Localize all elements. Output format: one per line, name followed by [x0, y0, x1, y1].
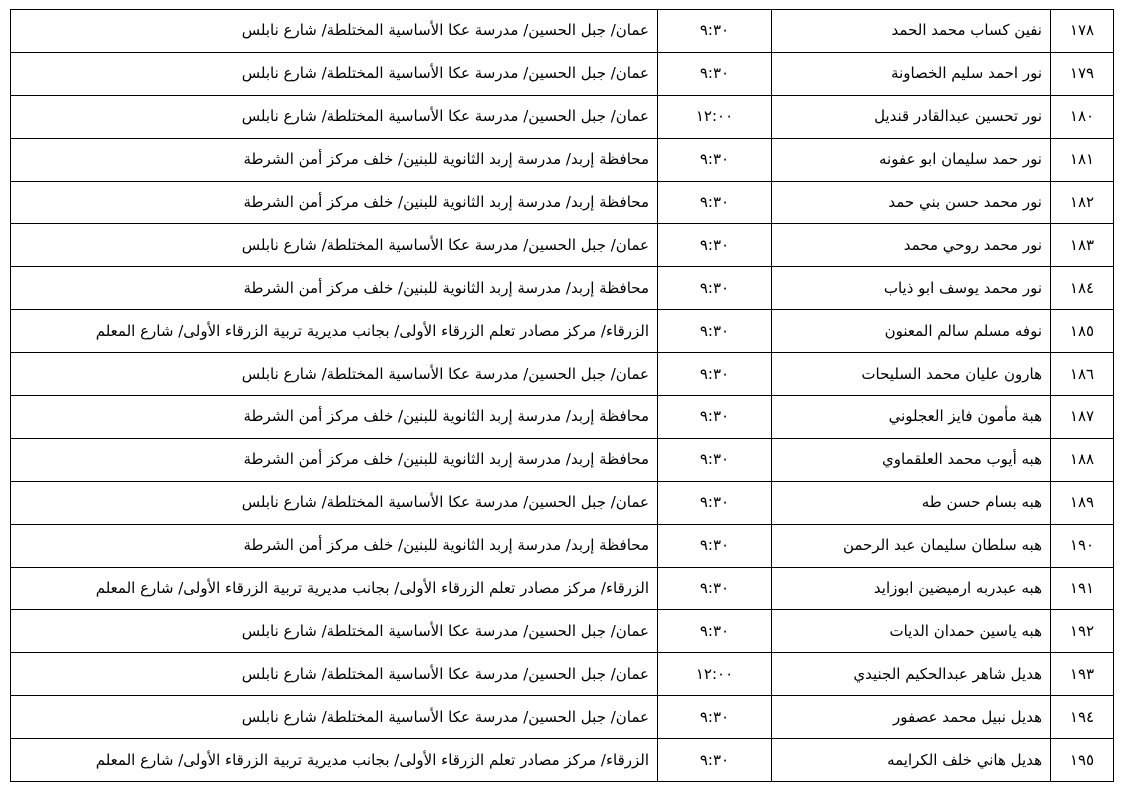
exam-time: ٩:٣٠ — [658, 481, 772, 524]
candidate-name: هديل شاهر عبدالحكيم الجنيدي — [772, 653, 1051, 696]
exam-location: محافظة إربد/ مدرسة إربد الثانوية للبنين/ خلف مركز أمن الشرطة — [11, 438, 658, 481]
table-row — [11, 95, 1114, 138]
row-number: ١٩٠ — [1051, 524, 1114, 567]
candidate-name: هارون عليان محمد السليحات — [772, 353, 1051, 396]
exam-time: ٩:٣٠ — [658, 739, 772, 782]
exam-location: عمان/ جبل الحسين/ مدرسة عكا الأساسية المختلطة/ شارع نابلس — [11, 52, 658, 95]
candidate-name: هبه ياسين حمدان الديات — [772, 610, 1051, 653]
exam-location: عمان/ جبل الحسين/ مدرسة عكا الأساسية المختلطة/ شارع نابلس — [11, 481, 658, 524]
table-row — [11, 567, 1114, 610]
row-number: ١٨٣ — [1051, 224, 1114, 267]
table-row — [11, 224, 1114, 267]
exam-time: ٩:٣٠ — [658, 10, 772, 53]
row-number: ١٩٣ — [1051, 653, 1114, 696]
candidate-name: هبه أيوب محمد العلقماوي — [772, 438, 1051, 481]
exam-time: ٩:٣٠ — [658, 267, 772, 310]
exam-time: ٩:٣٠ — [658, 567, 772, 610]
candidate-name: نور محمد روحي محمد — [772, 224, 1051, 267]
exam-location: الزرقاء/ مركز مصادر تعلم الزرقاء الأولى/ بجانب مديرية تربية الزرقاء الأولى/ شارع المعلم — [11, 739, 658, 782]
candidate-name: نوفه مسلم سالم المعنون — [772, 310, 1051, 353]
candidate-name: نفين كساب محمد الحمد — [772, 10, 1051, 53]
row-number: ١٩٤ — [1051, 696, 1114, 739]
row-number: ١٨١ — [1051, 138, 1114, 181]
exam-time: ٩:٣٠ — [658, 353, 772, 396]
exam-time: ٩:٣٠ — [658, 524, 772, 567]
row-number: ١٩٢ — [1051, 610, 1114, 653]
table-row — [11, 267, 1114, 310]
row-number: ١٨٧ — [1051, 396, 1114, 439]
exam-time: ٩:٣٠ — [658, 396, 772, 439]
row-number: ١٩٥ — [1051, 739, 1114, 782]
exam-time: ١٢:٠٠ — [658, 653, 772, 696]
table-row — [11, 396, 1114, 439]
candidate-name: هبه عبدربه ارميضين ابوزايد — [772, 567, 1051, 610]
row-number: ١٨٩ — [1051, 481, 1114, 524]
exam-time: ٩:٣٠ — [658, 438, 772, 481]
exam-time: ٩:٣٠ — [658, 138, 772, 181]
exam-time: ٩:٣٠ — [658, 181, 772, 224]
exam-time: ٩:٣٠ — [658, 224, 772, 267]
exam-location: محافظة إربد/ مدرسة إربد الثانوية للبنين/ خلف مركز أمن الشرطة — [11, 524, 658, 567]
candidate-table-body — [11, 10, 1114, 782]
exam-location: عمان/ جبل الحسين/ مدرسة عكا الأساسية المختلطة/ شارع نابلس — [11, 653, 658, 696]
exam-time: ٩:٣٠ — [658, 696, 772, 739]
exam-location: عمان/ جبل الحسين/ مدرسة عكا الأساسية المختلطة/ شارع نابلس — [11, 224, 658, 267]
exam-location: محافظة إربد/ مدرسة إربد الثانوية للبنين/ خلف مركز أمن الشرطة — [11, 396, 658, 439]
candidate-name: نور محمد يوسف ابو ذياب — [772, 267, 1051, 310]
exam-location: محافظة إربد/ مدرسة إربد الثانوية للبنين/ خلف مركز أمن الشرطة — [11, 267, 658, 310]
table-row — [11, 181, 1114, 224]
exam-location: عمان/ جبل الحسين/ مدرسة عكا الأساسية المختلطة/ شارع نابلس — [11, 353, 658, 396]
candidate-name: نور محمد حسن بني حمد — [772, 181, 1051, 224]
candidate-name: نور حمد سليمان ابو عفونه — [772, 138, 1051, 181]
table-row — [11, 52, 1114, 95]
row-number: ١٨٨ — [1051, 438, 1114, 481]
table-row — [11, 481, 1114, 524]
row-number: ١٩١ — [1051, 567, 1114, 610]
table-row — [11, 310, 1114, 353]
exam-location: الزرقاء/ مركز مصادر تعلم الزرقاء الأولى/ بجانب مديرية تربية الزرقاء الأولى/ شارع المعلم — [11, 567, 658, 610]
table-row — [11, 739, 1114, 782]
exam-time: ٩:٣٠ — [658, 52, 772, 95]
table-row — [11, 610, 1114, 653]
exam-location: محافظة إربد/ مدرسة إربد الثانوية للبنين/ خلف مركز أمن الشرطة — [11, 138, 658, 181]
exam-location: عمان/ جبل الحسين/ مدرسة عكا الأساسية المختلطة/ شارع نابلس — [11, 10, 658, 53]
exam-location: عمان/ جبل الحسين/ مدرسة عكا الأساسية المختلطة/ شارع نابلس — [11, 95, 658, 138]
exam-time: ٩:٣٠ — [658, 610, 772, 653]
candidate-name: هبه بسام حسن طه — [772, 481, 1051, 524]
table-row — [11, 524, 1114, 567]
table-row — [11, 438, 1114, 481]
row-number: ١٨٥ — [1051, 310, 1114, 353]
table-row — [11, 10, 1114, 53]
exam-location: عمان/ جبل الحسين/ مدرسة عكا الأساسية المختلطة/ شارع نابلس — [11, 696, 658, 739]
exam-location: الزرقاء/ مركز مصادر تعلم الزرقاء الأولى/ بجانب مديرية تربية الزرقاء الأولى/ شارع المعلم — [11, 310, 658, 353]
row-number: ١٧٨ — [1051, 10, 1114, 53]
row-number: ١٨٦ — [1051, 353, 1114, 396]
table-row — [11, 138, 1114, 181]
table-row — [11, 653, 1114, 696]
candidate-name: هديل هاني خلف الكرايمه — [772, 739, 1051, 782]
exam-time: ٩:٣٠ — [658, 310, 772, 353]
row-number: ١٨٠ — [1051, 95, 1114, 138]
table-row — [11, 696, 1114, 739]
candidate-name: هبة مأمون فايز العجلوني — [772, 396, 1051, 439]
exam-time: ١٢:٠٠ — [658, 95, 772, 138]
row-number: ١٨٢ — [1051, 181, 1114, 224]
candidate-name: هديل نبيل محمد عصفور — [772, 696, 1051, 739]
candidate-name: هبه سلطان سليمان عبد الرحمن — [772, 524, 1051, 567]
table-row — [11, 353, 1114, 396]
candidate-name: نور تحسين عبدالقادر قنديل — [772, 95, 1051, 138]
exam-location: محافظة إربد/ مدرسة إربد الثانوية للبنين/ خلف مركز أمن الشرطة — [11, 181, 658, 224]
row-number: ١٨٤ — [1051, 267, 1114, 310]
exam-location: عمان/ جبل الحسين/ مدرسة عكا الأساسية المختلطة/ شارع نابلس — [11, 610, 658, 653]
candidate-table — [10, 9, 1114, 782]
row-number: ١٧٩ — [1051, 52, 1114, 95]
candidate-name: نور احمد سليم الخصاونة — [772, 52, 1051, 95]
